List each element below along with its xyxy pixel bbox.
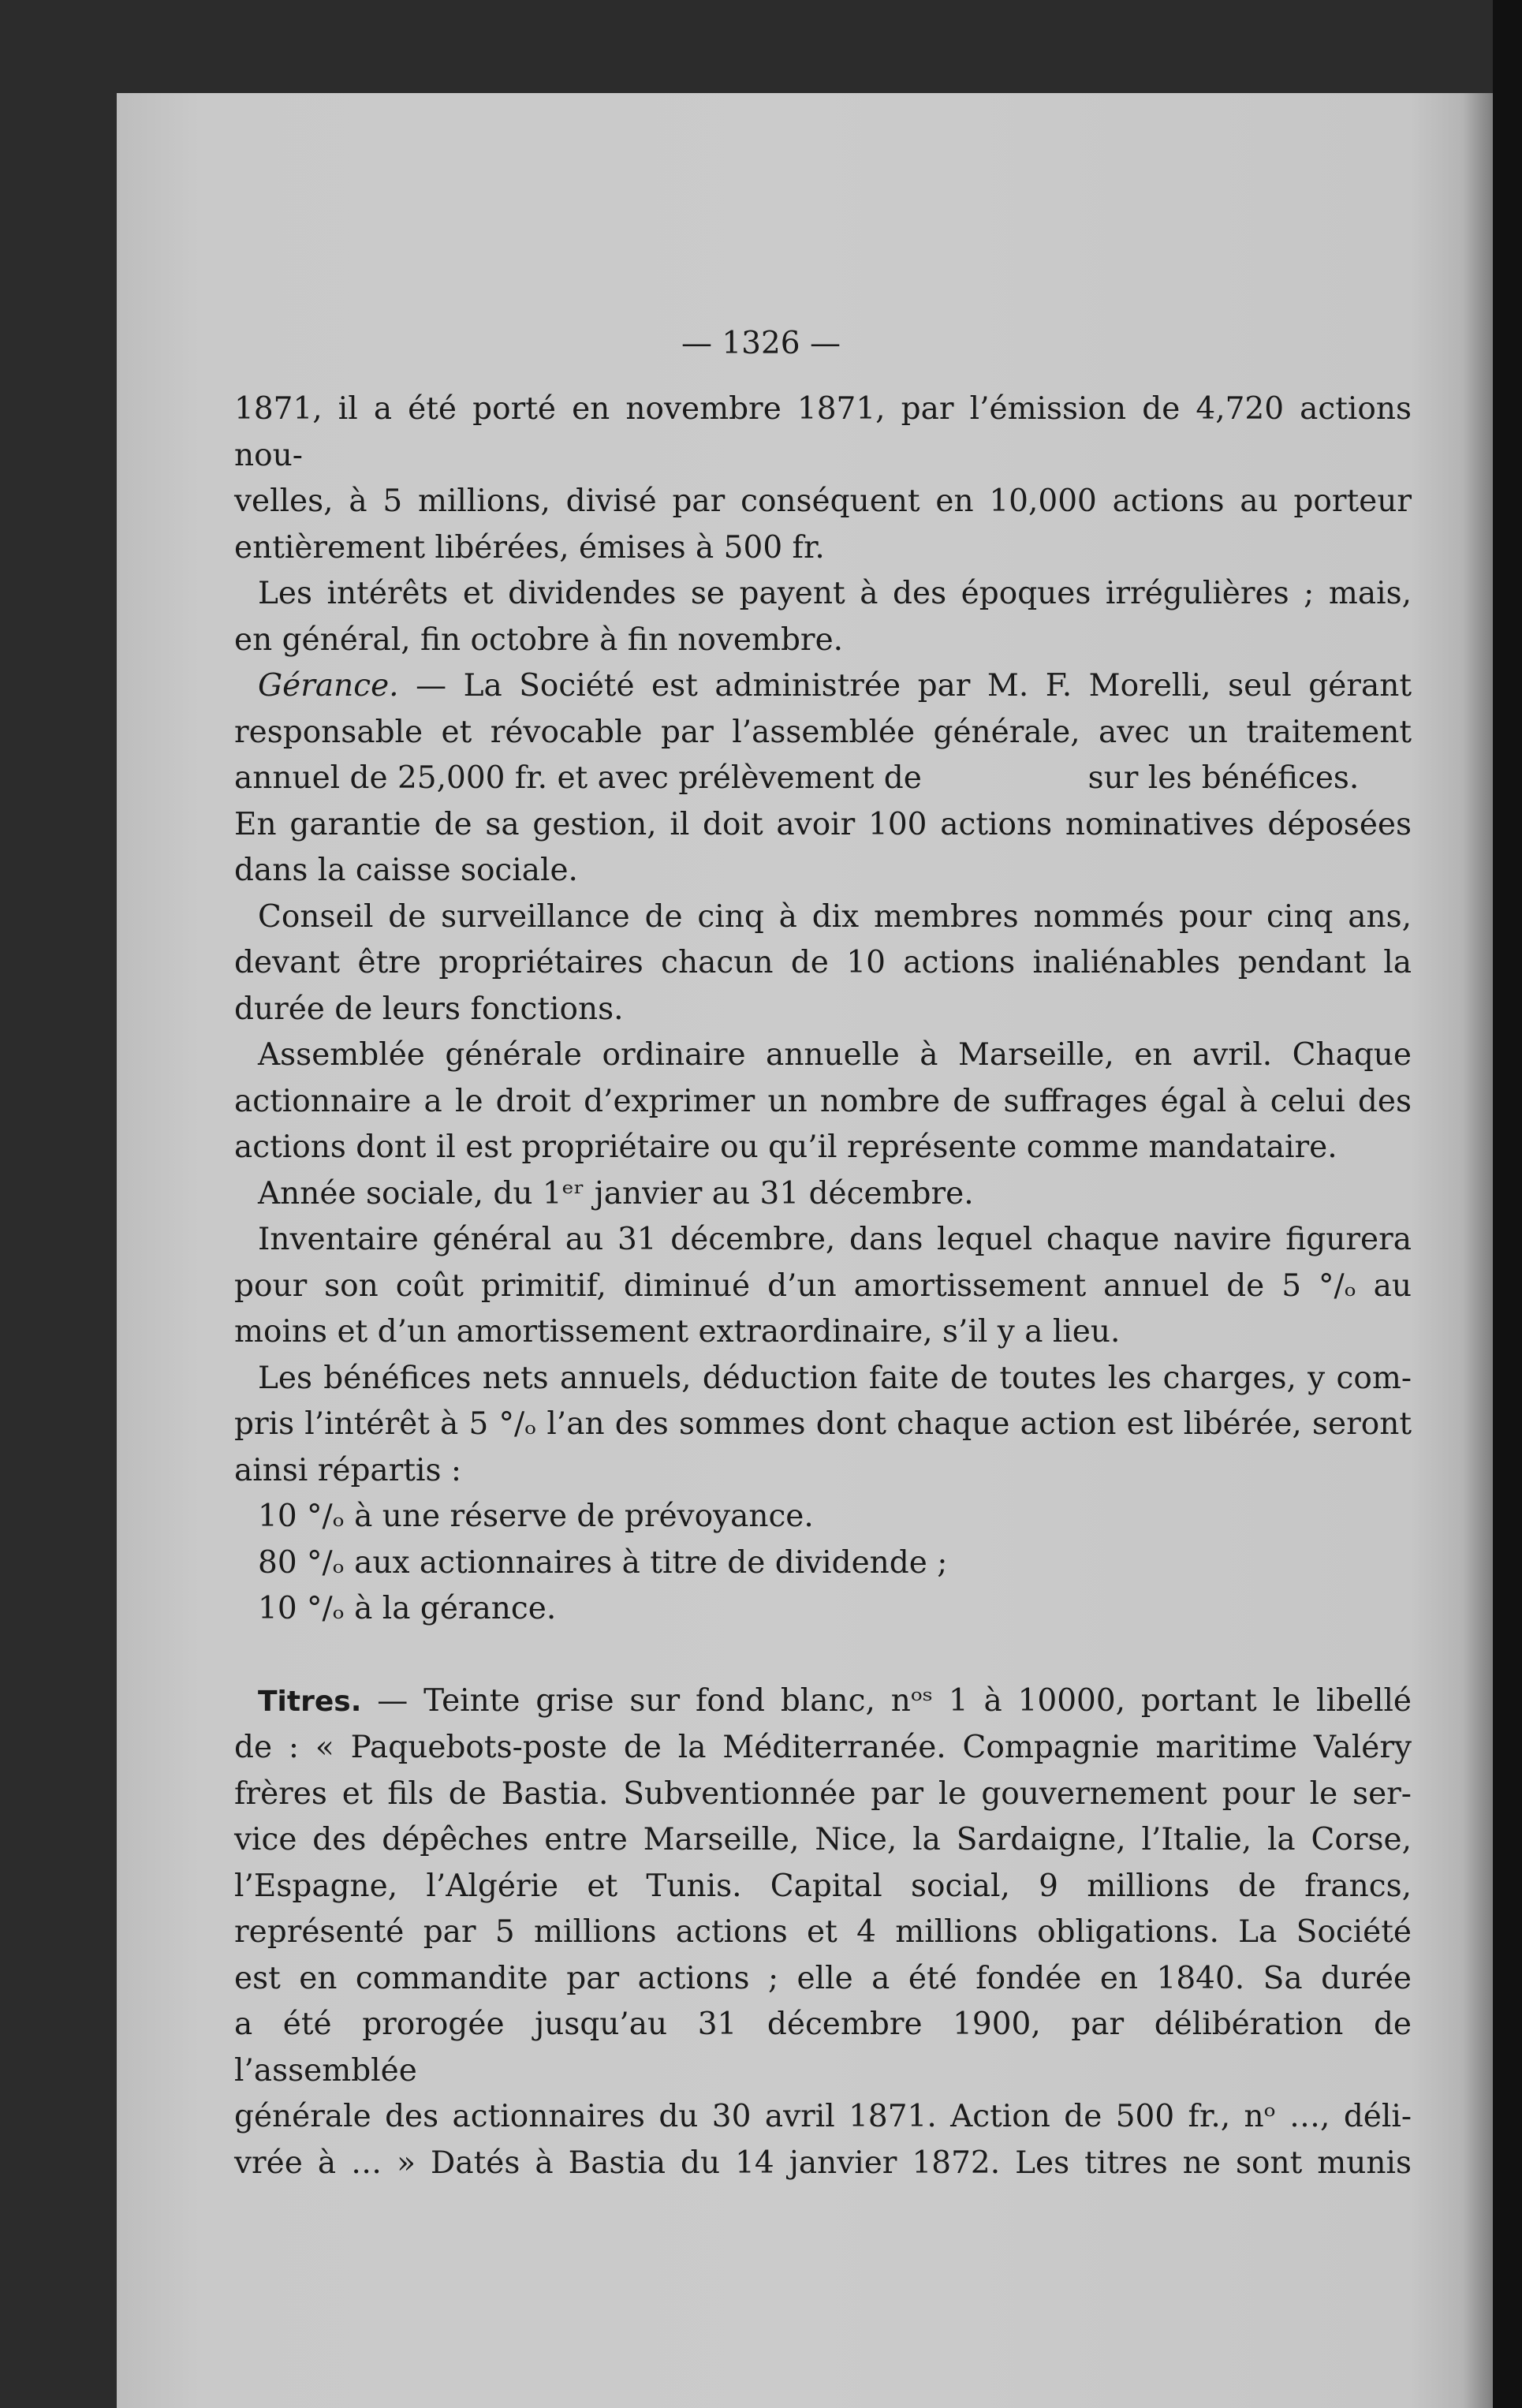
text-line: Conseil de surveillance de cinq à dix membres nommés pour cinq ans, <box>258 898 1412 935</box>
text-line <box>234 1678 1412 1726</box>
text-line: velles, à 5 millions, divisé par conséquent en 10,000 actions au porteur <box>234 483 1412 519</box>
text-line: responsable et révocable par l’assemblée générale, avec un traitement <box>234 714 1412 750</box>
text-line: a été prorogée jusqu’au 31 décembre 1900, par délibération de l’assemblée <box>234 2007 1412 2089</box>
text-line: Inventaire général au 31 décembre, dans lequel chaque navire figurera <box>258 1222 1412 1257</box>
paragraph-annee-sociale <box>234 1171 1412 1218</box>
text-line: en général, fin octobre à fin novembre. <box>234 622 844 658</box>
list-item: 10 °/ₒ à la gérance. <box>258 1591 557 1626</box>
paragraph-benefices <box>234 1356 1412 1495</box>
text-line: entièrement libérées, émises à 500 fr. <box>234 529 825 566</box>
section-gap <box>234 1633 1412 1678</box>
repartition-list <box>234 1494 1412 1633</box>
titres-label: Titres. <box>258 1685 362 1718</box>
text-line: actionnaire a le droit d’exprimer un nombre de suffrages égal à celui des <box>234 1083 1412 1119</box>
text-line: générale des actionnaires du 30 avril 1871. Action de 500 fr., nᵒ …, déli- <box>234 2099 1412 2134</box>
text-line: est en commandite par actions ; elle a été fondée en 1840. Sa durée <box>234 1960 1412 1996</box>
page-number: — 1326 — <box>681 326 841 361</box>
paragraph-inventaire <box>234 1217 1412 1356</box>
paragraph-assemblee <box>234 1032 1412 1171</box>
text-fragment: — La Société est administrée par M. F. Morelli, seul gérant <box>398 668 1412 704</box>
gerance-label: Gérance. <box>258 668 399 704</box>
text-line: vrée à … » Datés à Bastia du 14 janvier 1872. Les titres ne sont munis <box>234 2145 1412 2181</box>
paragraph-titres <box>234 1678 1412 2187</box>
list-item: 80 °/ₒ aux actionnaires à titre de dividende ; <box>258 1544 948 1581</box>
text-line: ainsi répartis : <box>234 1452 462 1488</box>
page-edge-shadow <box>1463 93 1493 2408</box>
text-line: frères et fils de Bastia. Subventionnée par le gouvernement pour le ser- <box>234 1775 1412 1812</box>
paragraph-conseil <box>234 894 1412 1033</box>
list-item: 10 °/ₒ à une réserve de prévoyance. <box>258 1499 814 1534</box>
text-line: actions dont il est propriétaire ou qu’il représente comme mandataire. <box>234 1129 1337 1165</box>
text-line: dans la caisse sociale. <box>234 853 578 888</box>
text-line <box>234 663 1412 710</box>
paragraph-interets <box>234 571 1412 663</box>
text-line: 1871, il a été porté en novembre 1871, par l’émission de 4,720 actions nou- <box>234 391 1412 473</box>
text-line: de : « Paquebots-poste de la Méditerranée. Compagnie maritime Valéry <box>234 1730 1412 1765</box>
text-line: Assemblée générale ordinaire annuelle à Marseille, en avril. Chaque <box>258 1037 1412 1073</box>
text-line: Année sociale, du 1ᵉʳ janvier au 31 décembre. <box>258 1175 974 1211</box>
text-line: durée de leurs fonctions. <box>234 991 624 1027</box>
text-line: En garantie de sa gestion, il doit avoir 100 actions nominatives déposées <box>234 806 1412 842</box>
text-line: Les bénéfices nets annuels, déduction faite de toutes les charges, y com- <box>258 1360 1412 1396</box>
text-line: pris l’intérêt à 5 °/ₒ l’an des sommes dont chaque action est libérée, seront <box>234 1406 1412 1442</box>
text-line: moins et d’un amortissement extraordinaire, s’il y a lieu. <box>234 1314 1121 1350</box>
paragraph-capital <box>234 386 1412 571</box>
text-fragment: — Teinte grise sur fond blanc, nᵒˢ 1 à 10000, portant le libellé <box>361 1682 1412 1719</box>
text-line: pour son coût primitif, diminué d’un amortissement annuel de 5 °/ₒ au <box>234 1267 1412 1304</box>
text-line: représenté par 5 millions actions et 4 millions obligations. La Société <box>234 1914 1412 1950</box>
text-line: vice des dépêches entre Marseille, Nice, la Sardaigne, l’Italie, la Corse, <box>234 1822 1412 1857</box>
body-text <box>234 386 1412 2186</box>
paragraph-gerance <box>234 663 1412 894</box>
text-line: l’Espagne, l’Algérie et Tunis. Capital social, 9 millions de francs, <box>234 1868 1412 1904</box>
text-line: devant être propriétaires chacun de 10 actions inaliénables pendant la <box>234 945 1412 980</box>
text-line: Les intérêts et dividendes se payent à des époques irrégulières ; mais, <box>258 576 1412 611</box>
text-line: annuel de 25,000 fr. et avec prélèvement de sur les bénéfices. <box>234 760 1360 796</box>
